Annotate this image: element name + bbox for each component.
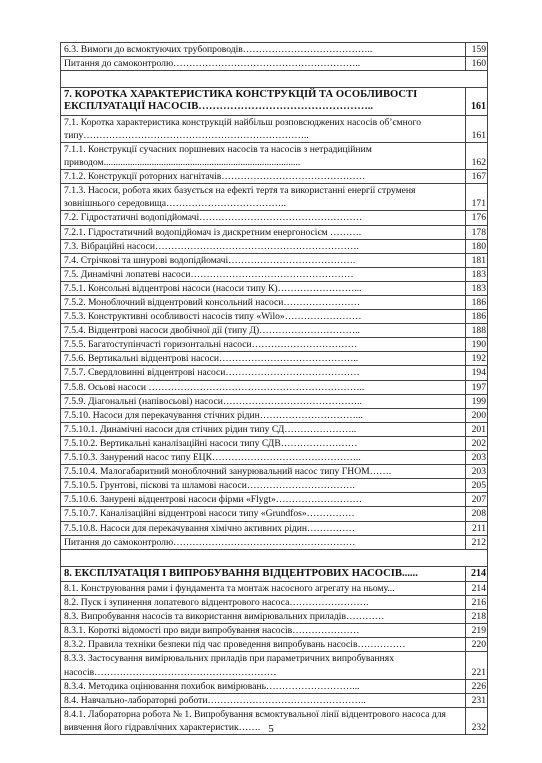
toc-entry-title: 7.1.2. Конструкції роторних нагнітачів……………………………………… xyxy=(61,170,466,184)
toc-entry-title: 8.4.1. Лабораторна робота № 1. Випробування всмоктувальної лінії відцентрового насоса для вивчення його гідравлічних характеристик……. xyxy=(61,707,466,734)
toc-entry-title: Питання до самоконтролю………………………………………………….. xyxy=(61,57,466,71)
toc-entry xyxy=(61,366,488,380)
toc-entry-title: 7.5.10.1. Динамічні насоси для стічних рідин типу СД………………….. xyxy=(61,422,466,436)
toc-entry-title: 7. КОРОТКА ХАРАКТЕРИСТИКА КОНСТРУКЦІЙ ТА ОСОБЛИВОСТІ ЕКСПЛУАТАЦІЇ НАСОСІВ………………………………………….. xyxy=(61,88,466,116)
toc-entry-page: 221 xyxy=(466,652,488,679)
toc-entry xyxy=(61,521,488,535)
toc-entry-page: 203 xyxy=(466,465,488,479)
toc-entry-title: 7.5.4. Відцентрові насоси двобічної дії (типу Д)………………………….. xyxy=(61,324,466,338)
toc-entry-title: 7.5.10.8. Насоси для перекачування хімічно активних рідин…………… xyxy=(61,521,466,535)
section-gap-cell xyxy=(61,549,488,566)
toc-entry-page: 212 xyxy=(466,535,488,549)
toc-entry-title: 7.5.10.2. Вертикальні каналізаційні насоси типу СДВ…………………… xyxy=(61,436,466,450)
toc-entry-page: 181 xyxy=(466,253,488,267)
toc-entry-title: 7.1.1. Конструкції сучасних поршневих насосів та насосів з нетрадиційним приводом.................................................................................. xyxy=(61,142,466,169)
toc-chapter-heading xyxy=(61,88,488,116)
toc-entry-title: 7.5.9. Діагональні (напівосьові) насоси…………………………………….. xyxy=(61,394,466,408)
toc-entry xyxy=(61,170,488,184)
toc-entry xyxy=(61,142,488,169)
toc-entry xyxy=(61,610,488,624)
toc-entry-page: 208 xyxy=(466,507,488,521)
toc-entry-title: 6.3. Вимоги до всмоктуючих трубопроводів………………………………….. xyxy=(61,43,466,57)
toc-entry-title: 7.5.8. Осьові насоси ………………………………………………………….. xyxy=(61,380,466,394)
toc-entry-title: 7.5.10. Насоси для перекачування стічних рідин…………………………... xyxy=(61,408,466,422)
toc-entry-title: 7.5.1. Консольні відцентрові насоси (насоси типу К)……………………... xyxy=(61,281,466,295)
toc-entry-page: 192 xyxy=(466,352,488,366)
toc-entry xyxy=(61,225,488,239)
toc-entry xyxy=(61,184,488,211)
toc-chapter-heading xyxy=(61,566,488,581)
table-of-contents xyxy=(60,42,488,735)
toc-entry-title: 7.5.10.6. Занурені відцентрові насоси фірми «Flygt»……………………… xyxy=(61,493,466,507)
toc-entry-title: 7.5.2. Моноблочний відцентровий консольний насоси…………………… xyxy=(61,296,466,310)
section-gap xyxy=(61,71,488,88)
toc-entry-page: 194 xyxy=(466,366,488,380)
toc-body xyxy=(61,43,488,735)
toc-entry xyxy=(61,422,488,436)
toc-entry-title: 7.2.1. Гідростатичний водопідйомач із дискретним енергоносієм ………. xyxy=(61,225,466,239)
toc-entry xyxy=(61,479,488,493)
toc-entry-page: 183 xyxy=(466,267,488,281)
toc-entry xyxy=(61,451,488,465)
toc-entry-page: 214 xyxy=(466,581,488,595)
toc-entry-page: 220 xyxy=(466,638,488,652)
toc-entry-title: 8.4. Навчально-лабораторні роботи………………………………………….. xyxy=(61,693,466,707)
toc-entry xyxy=(61,296,488,310)
toc-entry-page: 159 xyxy=(466,43,488,57)
toc-entry xyxy=(61,211,488,225)
toc-entry xyxy=(61,310,488,324)
toc-entry-page: 180 xyxy=(466,239,488,253)
section-gap xyxy=(61,549,488,566)
toc-entry-title: 7.3. Вібраційні насоси………………………………………………………. xyxy=(61,239,466,253)
toc-entry-page: 162 xyxy=(466,142,488,169)
toc-entry xyxy=(61,43,488,57)
toc-entry-page: 197 xyxy=(466,380,488,394)
toc-entry-title: 7.5.5. Багатоступінчасті горизонтальні насоси…………………………… xyxy=(61,338,466,352)
toc-entry-page: 199 xyxy=(466,394,488,408)
toc-entry-title: 7.5. Динамічні лопатеві насоси…………………………………………… xyxy=(61,267,466,281)
toc-entry-title: 8.3.2. Правила техніки безпеки під час проведення випробувань насосів…………… xyxy=(61,638,466,652)
toc-entry xyxy=(61,394,488,408)
toc-entry xyxy=(61,507,488,521)
toc-entry xyxy=(61,324,488,338)
toc-entry-title: 8.2. Пуск і зупинення лопатевого відцентрового насоса……………………. xyxy=(61,596,466,610)
toc-entry-page: 207 xyxy=(466,493,488,507)
toc-entry-page: 161 xyxy=(466,115,488,142)
toc-entry-title: 7.5.6. Вертикальні відцентрові насоси…………………………………….. xyxy=(61,352,466,366)
toc-entry xyxy=(61,115,488,142)
toc-entry xyxy=(61,239,488,253)
toc-entry-title: 7.1.3. Насоси, робота яких базується на ефекті тертя та використанні енергії струменя зовнішнього середовища……………………………….. xyxy=(61,184,466,211)
toc-entry xyxy=(61,596,488,610)
toc-entry-title: 8.1. Конструювання рами і фундамента та монтаж насосного агрегату на ньому... xyxy=(61,581,466,595)
toc-entry xyxy=(61,638,488,652)
toc-entry-title: 7.5.10.4. Малогабаритний моноблочний занурювальний насос типу ГНОМ……. xyxy=(61,465,466,479)
toc-entry-title: 8.3.1. Короткі відомості про види випробування насосів………………… xyxy=(61,624,466,638)
toc-entry-page: 214 xyxy=(466,566,488,581)
toc-entry-title: 7.5.10.3. Занурений насос типу ЕЦК……………………………………….. xyxy=(61,451,466,465)
toc-entry xyxy=(61,679,488,693)
toc-entry-title: 8.3.4. Методика оцінювання похибок вимірювань………………………... xyxy=(61,679,466,693)
toc-entry-page: 161 xyxy=(466,88,488,116)
toc-entry-page: 202 xyxy=(466,436,488,450)
toc-entry xyxy=(61,436,488,450)
toc-entry xyxy=(61,465,488,479)
toc-entry xyxy=(61,652,488,679)
toc-entry-title: 7.5.7. Свердловинні відцентрові насоси…………………………………… xyxy=(61,366,466,380)
toc-entry-page: 188 xyxy=(466,324,488,338)
toc-entry xyxy=(61,408,488,422)
toc-entry xyxy=(61,352,488,366)
toc-entry-page: 226 xyxy=(466,679,488,693)
toc-entry-title: 7.1. Коротка характеристика конструкцій найбільш розповсюджених насосів об’ємного типу…………………………………………………………….. xyxy=(61,115,466,142)
toc-entry xyxy=(61,493,488,507)
toc-entry-title: 8. ЕКСПЛУАТАЦІЯ І ВИПРОБУВАННЯ ВІДЦЕНТРОВИХ НАСОСІВ...... xyxy=(61,566,466,581)
toc-entry-title: 7.5.10.7. Каналізаційні відцентрові насоси типу «Grundfos»…………… xyxy=(61,507,466,521)
toc-entry xyxy=(61,535,488,549)
toc-entry-page: 231 xyxy=(466,693,488,707)
toc-entry xyxy=(61,581,488,595)
toc-entry xyxy=(61,253,488,267)
toc-entry xyxy=(61,380,488,394)
toc-entry-page: 178 xyxy=(466,225,488,239)
toc-entry xyxy=(61,281,488,295)
toc-entry-title: 7.5.3. Конструктивні особливості насосів типу «Wilo»…………………… xyxy=(61,310,466,324)
toc-entry-title: 7.4. Стрічкові та шнурові водопідйомачі…………………………………. xyxy=(61,253,466,267)
toc-entry-page: 219 xyxy=(466,624,488,638)
toc-entry-page: 186 xyxy=(466,310,488,324)
toc-entry-page: 205 xyxy=(466,479,488,493)
toc-entry-page: 218 xyxy=(466,610,488,624)
toc-entry-page: 176 xyxy=(466,211,488,225)
toc-entry-title: Питання до самоконтролю………………………………………………… xyxy=(61,535,466,549)
toc-entry-title: 7.2. Гідростатичні водопідйомачі…………………………………………… xyxy=(61,211,466,225)
page-number: 5 xyxy=(268,723,274,735)
section-gap-cell xyxy=(61,71,488,88)
toc-entry-page: 160 xyxy=(466,57,488,71)
toc-entry xyxy=(61,338,488,352)
toc-entry xyxy=(61,624,488,638)
toc-entry-page: 200 xyxy=(466,408,488,422)
toc-entry-page: 171 xyxy=(466,184,488,211)
toc-entry-page: 183 xyxy=(466,281,488,295)
toc-entry xyxy=(61,693,488,707)
toc-entry-page: 186 xyxy=(466,296,488,310)
toc-entry-title: 8.3. Випробування насосів та використання вимірювальних приладів………… xyxy=(61,610,466,624)
toc-entry xyxy=(61,267,488,281)
toc-entry-page: 211 xyxy=(466,521,488,535)
toc-entry-page: 190 xyxy=(466,338,488,352)
toc-entry-page: 167 xyxy=(466,170,488,184)
toc-entry-page: 216 xyxy=(466,596,488,610)
toc-entry xyxy=(61,57,488,71)
toc-entry-title: 7.5.10.5. Грунтові, піскові та шламові насоси……………………………. xyxy=(61,479,466,493)
toc-entry-page: 203 xyxy=(466,451,488,465)
toc-entry-page: 232 xyxy=(466,707,488,734)
toc-entry-page: 201 xyxy=(466,422,488,436)
toc-entry-title: 8.3.3. Застосування вимірювальних приладів при параметричних випробуваннях насосів………………………………………………… xyxy=(61,652,466,679)
